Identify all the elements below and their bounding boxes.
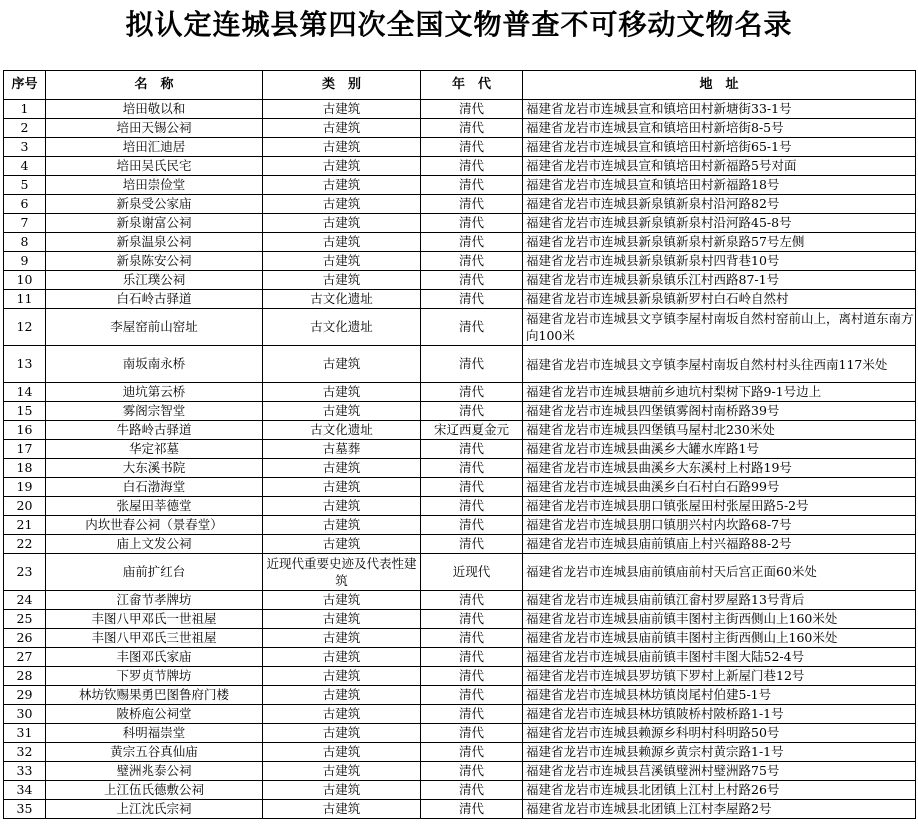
cell-address: 福建省龙岩市连城县庙前镇丰图村主街西侧山上160米处 xyxy=(523,629,916,648)
cell-index: 4 xyxy=(4,157,46,176)
cell-name: 新泉谢富公祠 xyxy=(46,214,263,233)
cell-address: 福建省龙岩市连城县四堡镇雾阁村南桥路39号 xyxy=(523,402,916,421)
cell-name: 白石渤海堂 xyxy=(46,478,263,497)
cell-address: 福建省龙岩市连城县赖源乡黄宗村黄宗路1-1号 xyxy=(523,743,916,762)
cell-name: 科明福崇堂 xyxy=(46,724,263,743)
cell-era: 宋辽西夏金元 xyxy=(421,421,523,440)
cell-address: 福建省龙岩市连城县庙前镇丰图村主街西侧山上160米处 xyxy=(523,610,916,629)
table-row xyxy=(4,610,916,629)
cell-index: 29 xyxy=(4,686,46,705)
cell-era: 近现代 xyxy=(421,554,523,591)
cell-address: 福建省龙岩市连城县朋口镇张屋田村张屋田路5-2号 xyxy=(523,497,916,516)
table-row xyxy=(4,119,916,138)
cell-name: 上江沈氏宗祠 xyxy=(46,800,263,819)
cell-index: 30 xyxy=(4,705,46,724)
cell-index: 9 xyxy=(4,252,46,271)
table-row xyxy=(4,667,916,686)
cell-index: 3 xyxy=(4,138,46,157)
cell-era: 清代 xyxy=(421,252,523,271)
cell-index: 20 xyxy=(4,497,46,516)
cell-index: 33 xyxy=(4,762,46,781)
table-row xyxy=(4,157,916,176)
table-row xyxy=(4,309,916,346)
cell-name: 牛路岭古驿道 xyxy=(46,421,263,440)
cell-address: 福建省龙岩市连城县四堡镇马屋村北230米处 xyxy=(523,421,916,440)
cell-era: 清代 xyxy=(421,138,523,157)
cell-name: 新泉温泉公祠 xyxy=(46,233,263,252)
cell-era: 清代 xyxy=(421,610,523,629)
cell-name: 林坊钦赐果勇巴图鲁府门楼 xyxy=(46,686,263,705)
cell-index: 24 xyxy=(4,591,46,610)
cell-index: 17 xyxy=(4,440,46,459)
cell-address: 福建省龙岩市连城县莒溪镇璧洲村璧洲路75号 xyxy=(523,762,916,781)
cell-name: 乐江璞公祠 xyxy=(46,271,263,290)
cell-category: 古建筑 xyxy=(263,271,421,290)
cell-address: 福建省龙岩市连城县塘前乡迪坑村梨树下路9-1号边上 xyxy=(523,383,916,402)
cell-address: 福建省龙岩市连城县北团镇上江村上村路26号 xyxy=(523,781,916,800)
cell-name: 丰图邓氏家庙 xyxy=(46,648,263,667)
cell-era: 清代 xyxy=(421,309,523,346)
cell-era: 清代 xyxy=(421,800,523,819)
cell-era: 清代 xyxy=(421,478,523,497)
table-row xyxy=(4,478,916,497)
cell-index: 7 xyxy=(4,214,46,233)
cell-era: 清代 xyxy=(421,346,523,383)
cell-address: 福建省龙岩市连城县庙前镇庙上村兴福路88-2号 xyxy=(523,535,916,554)
cell-address: 福建省龙岩市连城县赖源乡科明村科明路50号 xyxy=(523,724,916,743)
table-row xyxy=(4,290,916,309)
cell-address: 福建省龙岩市连城县曲溪乡大东溪村上村路19号 xyxy=(523,459,916,478)
cell-category: 古建筑 xyxy=(263,402,421,421)
table-header-row xyxy=(4,71,916,100)
cell-index: 8 xyxy=(4,233,46,252)
cell-index: 32 xyxy=(4,743,46,762)
cell-era: 清代 xyxy=(421,459,523,478)
cell-address: 福建省龙岩市连城县朋口镇朋兴村内坎路68-7号 xyxy=(523,516,916,535)
header-era: 年 代 xyxy=(421,71,523,100)
cell-address: 福建省龙岩市连城县庙前镇丰图村丰图大陆52-4号 xyxy=(523,648,916,667)
cell-era: 清代 xyxy=(421,402,523,421)
table-row xyxy=(4,100,916,119)
table-row xyxy=(4,214,916,233)
cell-index: 18 xyxy=(4,459,46,478)
cell-index: 19 xyxy=(4,478,46,497)
cell-category: 古建筑 xyxy=(263,648,421,667)
cell-era: 清代 xyxy=(421,629,523,648)
cell-address: 福建省龙岩市连城县庙前镇江畲村罗屋路13号背后 xyxy=(523,591,916,610)
table-row xyxy=(4,535,916,554)
table-row xyxy=(4,629,916,648)
table-row xyxy=(4,800,916,819)
cell-address: 福建省龙岩市连城县宣和镇培田村新福路5号对面 xyxy=(523,157,916,176)
table-row xyxy=(4,440,916,459)
cell-address: 福建省龙岩市连城县文亨镇李屋村南坂自然村窑前山上，离村道东南方向100米 xyxy=(523,309,916,346)
cell-era: 清代 xyxy=(421,100,523,119)
cell-name: 陂桥庖公祠堂 xyxy=(46,705,263,724)
cell-era: 清代 xyxy=(421,724,523,743)
cell-era: 清代 xyxy=(421,762,523,781)
cell-category: 古建筑 xyxy=(263,138,421,157)
cell-address: 福建省龙岩市连城县庙前镇庙前村天后宫正面60米处 xyxy=(523,554,916,591)
cell-name: 璧洲兆泰公祠 xyxy=(46,762,263,781)
cell-index: 10 xyxy=(4,271,46,290)
cell-era: 清代 xyxy=(421,648,523,667)
cell-index: 27 xyxy=(4,648,46,667)
table-row xyxy=(4,459,916,478)
table-row xyxy=(4,421,916,440)
cell-name: 李屋窑前山窑址 xyxy=(46,309,263,346)
cell-name: 培田吴氏民宅 xyxy=(46,157,263,176)
cell-address: 福建省龙岩市连城县曲溪乡大罐水库路1号 xyxy=(523,440,916,459)
cell-era: 清代 xyxy=(421,686,523,705)
cell-index: 5 xyxy=(4,176,46,195)
cell-index: 14 xyxy=(4,383,46,402)
relics-table xyxy=(3,70,916,819)
cell-address: 福建省龙岩市连城县宣和镇培田村新塘街33-1号 xyxy=(523,100,916,119)
cell-era: 清代 xyxy=(421,176,523,195)
cell-address: 福建省龙岩市连城县林坊镇陂桥村陂桥路1-1号 xyxy=(523,705,916,724)
cell-index: 1 xyxy=(4,100,46,119)
cell-address: 福建省龙岩市连城县新泉镇新泉村沿河路82号 xyxy=(523,195,916,214)
cell-era: 清代 xyxy=(421,383,523,402)
table-row xyxy=(4,743,916,762)
cell-name: 华定祁墓 xyxy=(46,440,263,459)
cell-era: 清代 xyxy=(421,535,523,554)
cell-category: 古建筑 xyxy=(263,743,421,762)
cell-name: 庙前扩红台 xyxy=(46,554,263,591)
table-row xyxy=(4,402,916,421)
cell-address: 福建省龙岩市连城县北团镇上江村李屋路2号 xyxy=(523,800,916,819)
cell-index: 11 xyxy=(4,290,46,309)
cell-index: 16 xyxy=(4,421,46,440)
cell-index: 6 xyxy=(4,195,46,214)
table-row xyxy=(4,138,916,157)
table-row xyxy=(4,591,916,610)
cell-category: 古建筑 xyxy=(263,762,421,781)
cell-category: 古建筑 xyxy=(263,383,421,402)
cell-category: 古建筑 xyxy=(263,686,421,705)
cell-name: 上江伍氏德敷公祠 xyxy=(46,781,263,800)
table-row xyxy=(4,346,916,383)
table-row xyxy=(4,724,916,743)
cell-name: 下罗贞节牌坊 xyxy=(46,667,263,686)
cell-category: 古建筑 xyxy=(263,535,421,554)
cell-era: 清代 xyxy=(421,233,523,252)
cell-category: 古建筑 xyxy=(263,214,421,233)
cell-name: 迪坑第云桥 xyxy=(46,383,263,402)
cell-category: 古建筑 xyxy=(263,724,421,743)
cell-name: 白石岭古驿道 xyxy=(46,290,263,309)
table-row xyxy=(4,762,916,781)
cell-name: 培田天锡公祠 xyxy=(46,119,263,138)
cell-category: 古建筑 xyxy=(263,176,421,195)
table-row xyxy=(4,271,916,290)
cell-address: 福建省龙岩市连城县林坊镇岗尾村伯建5-1号 xyxy=(523,686,916,705)
cell-category: 古建筑 xyxy=(263,516,421,535)
cell-index: 2 xyxy=(4,119,46,138)
table-row xyxy=(4,554,916,591)
cell-address: 福建省龙岩市连城县宣和镇培田村新培街65-1号 xyxy=(523,138,916,157)
cell-name: 庙上文发公祠 xyxy=(46,535,263,554)
cell-index: 28 xyxy=(4,667,46,686)
cell-category: 古建筑 xyxy=(263,157,421,176)
cell-category: 古建筑 xyxy=(263,100,421,119)
cell-era: 清代 xyxy=(421,195,523,214)
cell-category: 古建筑 xyxy=(263,195,421,214)
table-row xyxy=(4,648,916,667)
table-row xyxy=(4,497,916,516)
cell-name: 江畲节孝牌坊 xyxy=(46,591,263,610)
cell-era: 清代 xyxy=(421,667,523,686)
cell-category: 古建筑 xyxy=(263,233,421,252)
cell-name: 新泉陈安公祠 xyxy=(46,252,263,271)
cell-index: 12 xyxy=(4,309,46,346)
table-row xyxy=(4,252,916,271)
cell-address: 福建省龙岩市连城县新泉镇乐江村西路87-1号 xyxy=(523,271,916,290)
cell-address: 福建省龙岩市连城县新泉镇新泉村沿河路45-8号 xyxy=(523,214,916,233)
cell-index: 25 xyxy=(4,610,46,629)
cell-address: 福建省龙岩市连城县曲溪乡白石村白石路99号 xyxy=(523,478,916,497)
cell-era: 清代 xyxy=(421,157,523,176)
table-row xyxy=(4,516,916,535)
cell-category: 古建筑 xyxy=(263,459,421,478)
cell-category: 古建筑 xyxy=(263,252,421,271)
header-index: 序号 xyxy=(4,71,46,100)
cell-index: 26 xyxy=(4,629,46,648)
cell-address: 福建省龙岩市连城县新泉镇新泉村新泉路57号左侧 xyxy=(523,233,916,252)
cell-category: 古建筑 xyxy=(263,667,421,686)
cell-category: 古墓葬 xyxy=(263,440,421,459)
table-row xyxy=(4,705,916,724)
header-name: 名 称 xyxy=(46,71,263,100)
cell-name: 丰图八甲邓氏三世祖屋 xyxy=(46,629,263,648)
cell-era: 清代 xyxy=(421,214,523,233)
cell-index: 34 xyxy=(4,781,46,800)
table-body xyxy=(4,100,916,819)
cell-index: 22 xyxy=(4,535,46,554)
cell-category: 古建筑 xyxy=(263,610,421,629)
table-row xyxy=(4,686,916,705)
cell-index: 13 xyxy=(4,346,46,383)
cell-name: 新泉受公家庙 xyxy=(46,195,263,214)
cell-name: 南坂南永桥 xyxy=(46,346,263,383)
cell-category: 近现代重要史迹及代表性建筑 xyxy=(263,554,421,591)
cell-era: 清代 xyxy=(421,743,523,762)
cell-era: 清代 xyxy=(421,271,523,290)
page-title: 拟认定连城县第四次全国文物普查不可移动文物名录 xyxy=(125,8,793,41)
cell-address: 福建省龙岩市连城县宣和镇培田村新福路18号 xyxy=(523,176,916,195)
cell-name: 雾阁宗智堂 xyxy=(46,402,263,421)
cell-era: 清代 xyxy=(421,591,523,610)
header-category: 类 别 xyxy=(263,71,421,100)
cell-era: 清代 xyxy=(421,516,523,535)
cell-address: 福建省龙岩市连城县新泉镇新泉村四背巷10号 xyxy=(523,252,916,271)
cell-category: 古文化遗址 xyxy=(263,290,421,309)
cell-category: 古建筑 xyxy=(263,591,421,610)
table-row xyxy=(4,781,916,800)
cell-name: 丰图八甲邓氏一世祖屋 xyxy=(46,610,263,629)
cell-address: 福建省龙岩市连城县新泉镇新罗村白石岭自然村 xyxy=(523,290,916,309)
cell-index: 21 xyxy=(4,516,46,535)
cell-era: 清代 xyxy=(421,497,523,516)
cell-era: 清代 xyxy=(421,119,523,138)
cell-name: 内坎世春公祠（景春堂） xyxy=(46,516,263,535)
cell-category: 古文化遗址 xyxy=(263,309,421,346)
cell-category: 古文化遗址 xyxy=(263,421,421,440)
header-address: 地 址 xyxy=(523,71,916,100)
cell-category: 古建筑 xyxy=(263,800,421,819)
cell-name: 黄宗五谷真仙庙 xyxy=(46,743,263,762)
cell-category: 古建筑 xyxy=(263,705,421,724)
cell-name: 培田敬以和 xyxy=(46,100,263,119)
cell-era: 清代 xyxy=(421,705,523,724)
cell-category: 古建筑 xyxy=(263,629,421,648)
table-row xyxy=(4,383,916,402)
cell-index: 31 xyxy=(4,724,46,743)
cell-name: 培田崇俭堂 xyxy=(46,176,263,195)
cell-era: 清代 xyxy=(421,440,523,459)
cell-name: 培田汇迪居 xyxy=(46,138,263,157)
cell-name: 张屋田莘德堂 xyxy=(46,497,263,516)
table-row xyxy=(4,195,916,214)
table-row xyxy=(4,176,916,195)
cell-address: 福建省龙岩市连城县文亨镇李屋村南坂自然村村头往西南117米处 xyxy=(523,346,916,383)
cell-index: 23 xyxy=(4,554,46,591)
cell-category: 古建筑 xyxy=(263,119,421,138)
cell-category: 古建筑 xyxy=(263,478,421,497)
cell-era: 清代 xyxy=(421,290,523,309)
cell-index: 35 xyxy=(4,800,46,819)
cell-address: 福建省龙岩市连城县罗坊镇下罗村上新屋门巷12号 xyxy=(523,667,916,686)
cell-category: 古建筑 xyxy=(263,497,421,516)
cell-name: 大东溪书院 xyxy=(46,459,263,478)
table-row xyxy=(4,233,916,252)
cell-category: 古建筑 xyxy=(263,781,421,800)
cell-index: 15 xyxy=(4,402,46,421)
cell-era: 清代 xyxy=(421,781,523,800)
cell-category: 古建筑 xyxy=(263,346,421,383)
cell-address: 福建省龙岩市连城县宣和镇培田村新培街8-5号 xyxy=(523,119,916,138)
